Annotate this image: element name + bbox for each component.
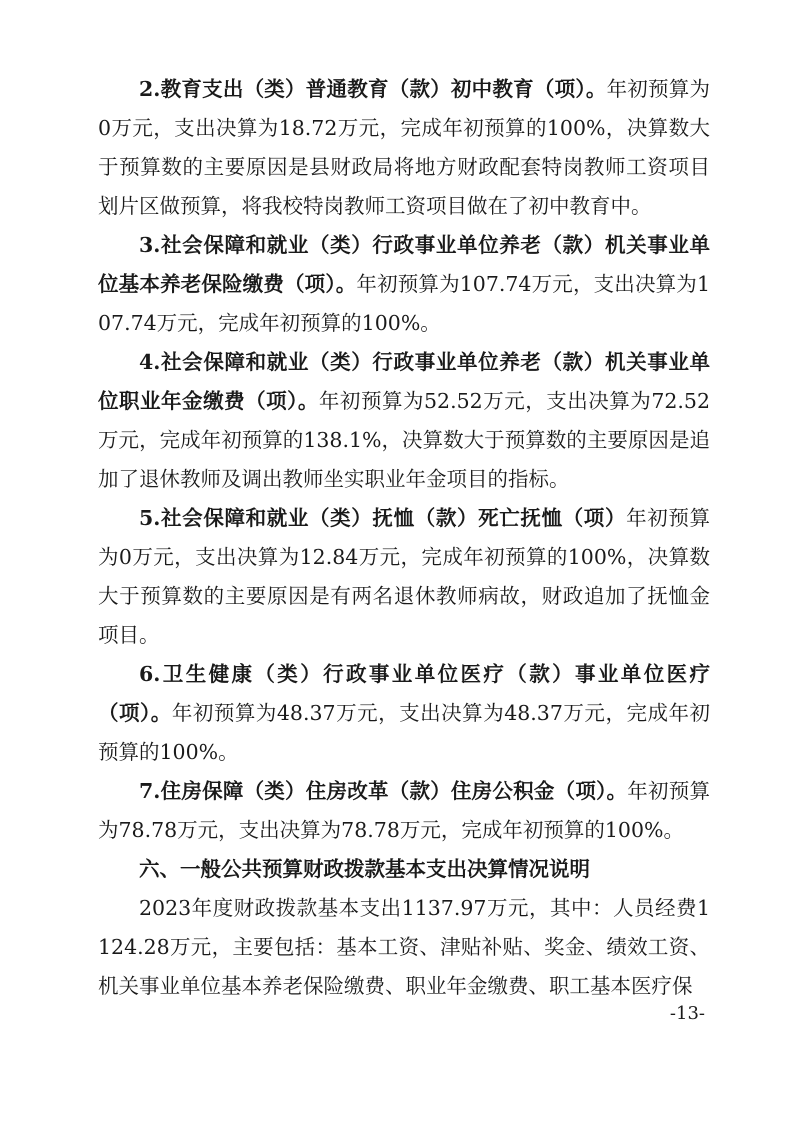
- section-title: 六、一般公共预算财政拨款基本支出决算情况说明: [139, 857, 590, 881]
- item-paragraph: [98, 343, 710, 499]
- item-heading: 4.社会保障和就业（类）行政事业单位养老（款）机关事业单位职业年金缴费（项）。: [98, 350, 710, 413]
- item-paragraph: [98, 499, 710, 655]
- item-body: 年初预算为107.74万元，支出决算为107.74万元，完成年初预算的100%。: [98, 272, 710, 335]
- item-paragraph: [98, 70, 710, 226]
- item-heading: 5.社会保障和就业（类）抚恤（款）死亡抚恤（项）: [139, 506, 627, 530]
- item-paragraph: [98, 226, 710, 343]
- item-paragraph: [98, 772, 710, 850]
- item-body: 年初预算为0万元，支出决算为18.72万元，完成年初预算的100%，决算数大于预算数的主要原因是县财政局将地方财政配套特岗教师工资项目划片区做预算，将我校特岗教师工资项目做在了初中教育中。: [98, 77, 711, 218]
- document-page: [98, 70, 710, 1006]
- item-body: 年初预算为52.52万元，支出决算为72.52万元，完成年初预算的138.1%，决算数大于预算数的主要原因是追加了退休教师及调出教师坐实职业年金项目的指标。: [98, 389, 711, 491]
- item-body: 年初预算为0万元，支出决算为12.84万元，完成年初预算的100%，决算数大于预算数的主要原因是有两名退休教师病故，财政追加了抚恤金项目。: [98, 506, 711, 647]
- item-heading: 2.教育支出（类）普通教育（款）初中教育（项）。: [139, 77, 607, 101]
- item-heading: 3.社会保障和就业（类）行政事业单位养老（款）机关事业单位基本养老保险缴费（项）。: [98, 233, 710, 296]
- section-body: 2023年度财政拨款基本支出1137.97万元，其中：人员经费1124.28万元，主要包括：基本工资、津贴补贴、奖金、绩效工资、机关事业单位基本养老保险缴费、职业年金缴费、职工基本医疗保: [98, 896, 710, 998]
- item-body: 年初预算为48.37万元，支出决算为48.37万元，完成年初预算的100%。: [98, 701, 711, 764]
- page-number: -13-: [669, 1003, 705, 1024]
- item-paragraph: [98, 655, 710, 772]
- item-body: 年初预算为78.78万元，支出决算为78.78万元，完成年初预算的100%。: [98, 779, 711, 842]
- item-heading: 7.住房保障（类）住房改革（款）住房公积金（项）。: [139, 779, 628, 803]
- item-heading: 6.卫生健康（类）行政事业单位医疗（款）事业单位医疗（项）。: [98, 662, 710, 725]
